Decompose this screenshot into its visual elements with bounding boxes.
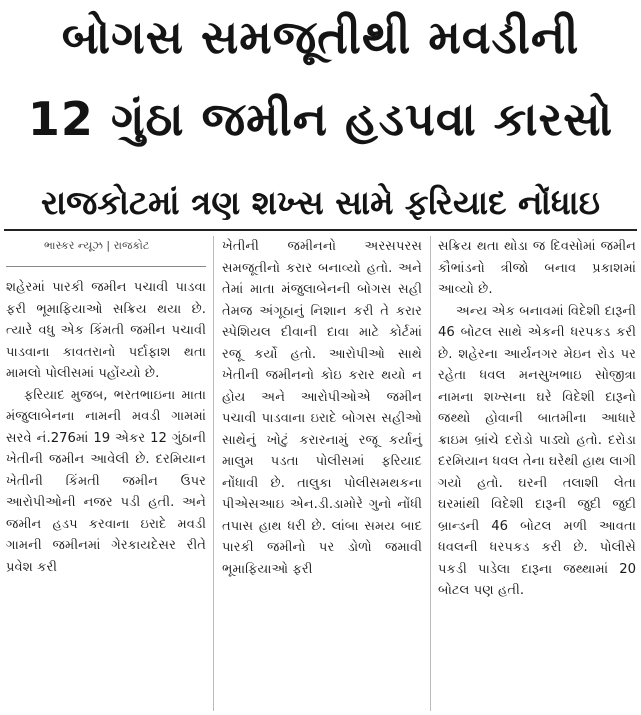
article-column-2 [222, 236, 422, 580]
article-column-3 [438, 236, 636, 602]
article-paragraph: શહેરમાં પારકી જમીન પચાવી પાડવા ફરી ભૂમાફિયાઓ સક્રિય થયા છે. ત્યારે વધુ એક કિંમતી જમીન પચાવી પાડવાના કાવતરાનો પર્દાફાશ થતા મામલો પોલીસમાં પહોંચ્યો છે. [6, 280, 206, 381]
headline-line-1: બોગસ સમજૂતીથી મવડીની [61, 10, 580, 64]
column-separator [213, 236, 214, 711]
article-column-1 [6, 236, 206, 578]
headline-line-2: 12 ગુંઠા જમીન હડપવા કારસો [27, 92, 614, 146]
byline-divider [6, 266, 206, 267]
article-paragraph: ફરિયાદ મુજબ, ભરતભાઇના માતા મંજુલાબેનના નામની મવડી ગામમાં સરવે નં.276માં 19 એકર 12 ગુંઠાની ખેતીની જમીન આવેલી છે. દરમિયાન ખેતીની કિંમતી જમીન ઉપર આરોપીઓની નજર પડી હતી. અને જમીન હડપ કરવાના ઇરાદે મવડી ગામની જમીનમાં ગેરકાયદેસર રીતે પ્રવેશ કરી [6, 387, 206, 575]
column-separator [430, 236, 431, 711]
sub-headline: રાજકોટમાં ત્રણ શખ્સ સામે ફરિયાદ નોંધાઇ [41, 183, 600, 222]
byline: ભાસ્કર ન્યૂઝ | રાજકોટ [44, 239, 150, 252]
article-paragraph: અન્ય એક બનાવમાં વિદેશી દારૂની 46 બોટલ સાથે એકની ધરપકડ કરી છે. શહેરના આર્યનગર મેઇન રોડ પર રહેતા ધવલ મનસુખભાઇ સોજીત્રા નામના શખ્સના ઘરે વિદેશી દારૂનો જથ્થો હોવાની બાતમીના આધારે ક્રાઇમ બ્રાંચે દરોડો પાડ્યો હતો. દરોડા દરમિયાન ધવલ તેના ઘરેથી હાથ લાગી ગયો હતો. ઘરની તલાશી લેતા ઘરમાંથી વિદેશી દારૂની જુદી જુદી બ્રાન્ડની 46 બોટલ મળી આવતા ધવલની ધરપકડ કરી છે. પોલીસે પકડી પાડેલા દારૂના જથ્થામાં 20 બોટલ પણ હતી. [438, 303, 636, 598]
headline-divider [4, 229, 637, 231]
article-paragraph: સક્રિય થતા થોડા જ દિવસોમાં જમીન કૌભાંડનો ત્રીજો બનાવ પ્રકાશમાં આવ્યો છે. [438, 239, 636, 297]
article-paragraph: ખેતીની જમીનનો અરસપરસ સમજૂતીનો કરાર બનાવ્યો હતો. અને તેમાં માતા મંજુલાબેનની બોગસ સહી તેમજ અંગૂઠાનું નિશાન કરી તે કરાર સ્પેશિયલ દીવાની દાવા માટે કોર્ટમાં રજૂ કર્યો હતો. આરોપીઓ સાથે ખેતીની જમીનનો કોઇ કરાર થયો ન હોય અને આરોપીઓએ જમીન પચાવી પાડવાના ઇરાદે બોગસ સહીઓ સાથેનું ખોટું કરારનામું રજૂ કર્યાનું માલુમ પડતા પોલીસમાં ફરિયાદ નોંધાવી છે. તાલુકા પોલીસમથકના પીએસઆઇ એન.ડી.ડામોરે ગુનો નોંધી તપાસ હાથ ધરી છે. લાંબા સમય બાદ પારકી જમીનો પર ડોળો જમાવી ભૂમાફિયાઓ ફરી [222, 239, 422, 577]
